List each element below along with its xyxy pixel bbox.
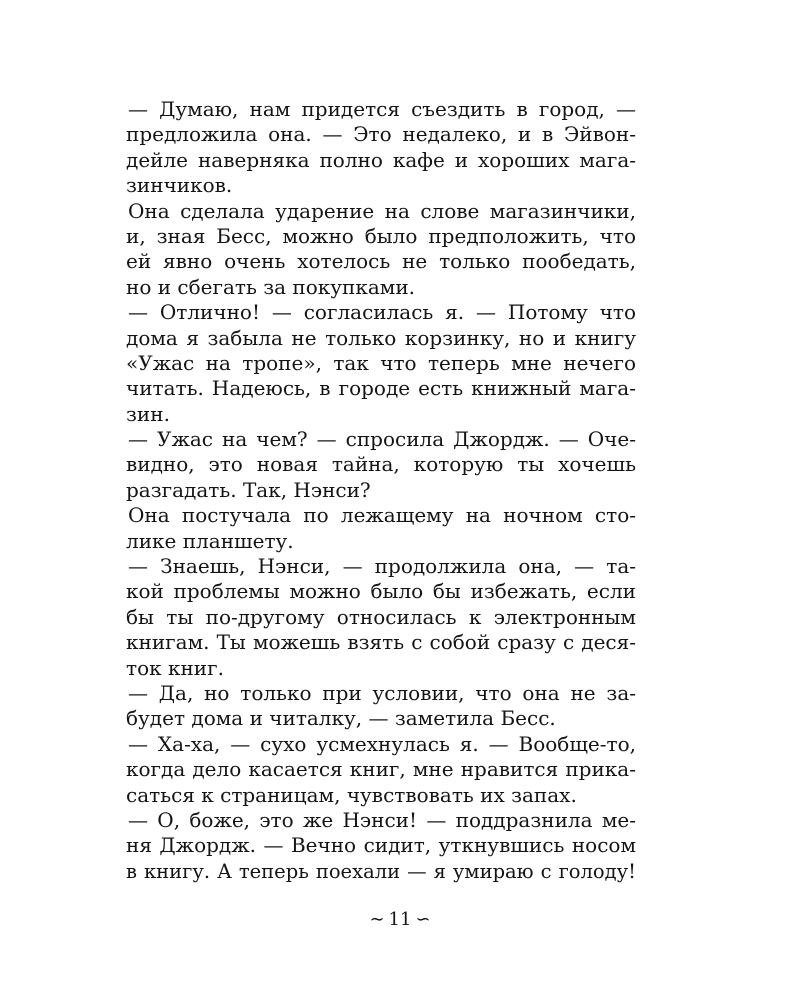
- text-line: — Ха-ха, — сухо усмехнулась я. — Вообще-то,: [128, 731, 636, 756]
- text-line: Она постучала по лежащему на ночном сто-: [128, 503, 636, 528]
- page-footer: [0, 905, 800, 935]
- text-line: разгадать. Так, Нэнси?: [126, 477, 371, 502]
- text-line: видно, это новая тайна, которую ты хочешь: [126, 452, 636, 477]
- text-line: зинчиков.: [126, 173, 233, 198]
- text-line: — Да, но только при условии, что она не за-: [128, 680, 636, 705]
- text-line: — Думаю, нам придется съездить в город, —: [128, 97, 636, 121]
- text-line: — Отлично! — согласилась я. — Потому что: [128, 300, 636, 325]
- text-line: — Ужас на чем? — спросила Джордж. — Оче-: [128, 427, 636, 452]
- body-text: [126, 97, 636, 884]
- text-line: в книгу. А теперь поехали — я умираю с голоду!: [126, 859, 636, 883]
- text-line: кой проблемы можно было бы избежать, если: [126, 579, 636, 604]
- ornament-left: ∼: [369, 909, 385, 930]
- text-line: бы ты по-другому относилась к электронным: [126, 604, 636, 629]
- text-line: когда дело касается книг, мне нравится прика-: [126, 757, 636, 782]
- text-line: дейле наверняка полно кафе и хороших мага-: [126, 147, 636, 172]
- ornament-right: ∽: [415, 909, 431, 930]
- text-line: ей явно очень хотелось не только пообедать,: [126, 249, 636, 274]
- text-line: «Ужас на тропе», так что теперь мне нечего: [126, 350, 636, 375]
- text-line: — Знаешь, Нэнси, — продолжила она, — та-: [128, 554, 636, 579]
- text-line: дома я забыла не только корзинку, но и книгу: [126, 325, 636, 350]
- text-line: лике планшету.: [126, 528, 294, 553]
- text-line: — О, боже, это же Нэнси! — поддразнила ме-: [128, 807, 636, 832]
- text-line: читать. Надеюсь, в городе есть книжный мага-: [126, 376, 636, 401]
- text-line: зин.: [126, 401, 170, 426]
- text-line: саться к страницам, чувствовать их запах.: [126, 782, 577, 807]
- text-line: ток книг.: [126, 655, 224, 680]
- page-number: 11: [388, 909, 412, 930]
- text-line: Она сделала ударение на слове магазинчики,: [128, 198, 636, 223]
- text-line: книгам. Ты можешь взять с собой сразу с деся-: [126, 630, 636, 655]
- text-line: предложила она. — Это недалеко, и в Эйвон-: [126, 122, 636, 147]
- text-line: будет дома и читалку, — заметила Бесс.: [126, 706, 556, 731]
- text-line: но и сбегать за покупками.: [126, 274, 416, 299]
- text-line: и, зная Бесс, можно было предположить, что: [126, 223, 636, 248]
- text-line: ня Джордж. — Вечно сидит, уткнувшись носом: [126, 833, 636, 858]
